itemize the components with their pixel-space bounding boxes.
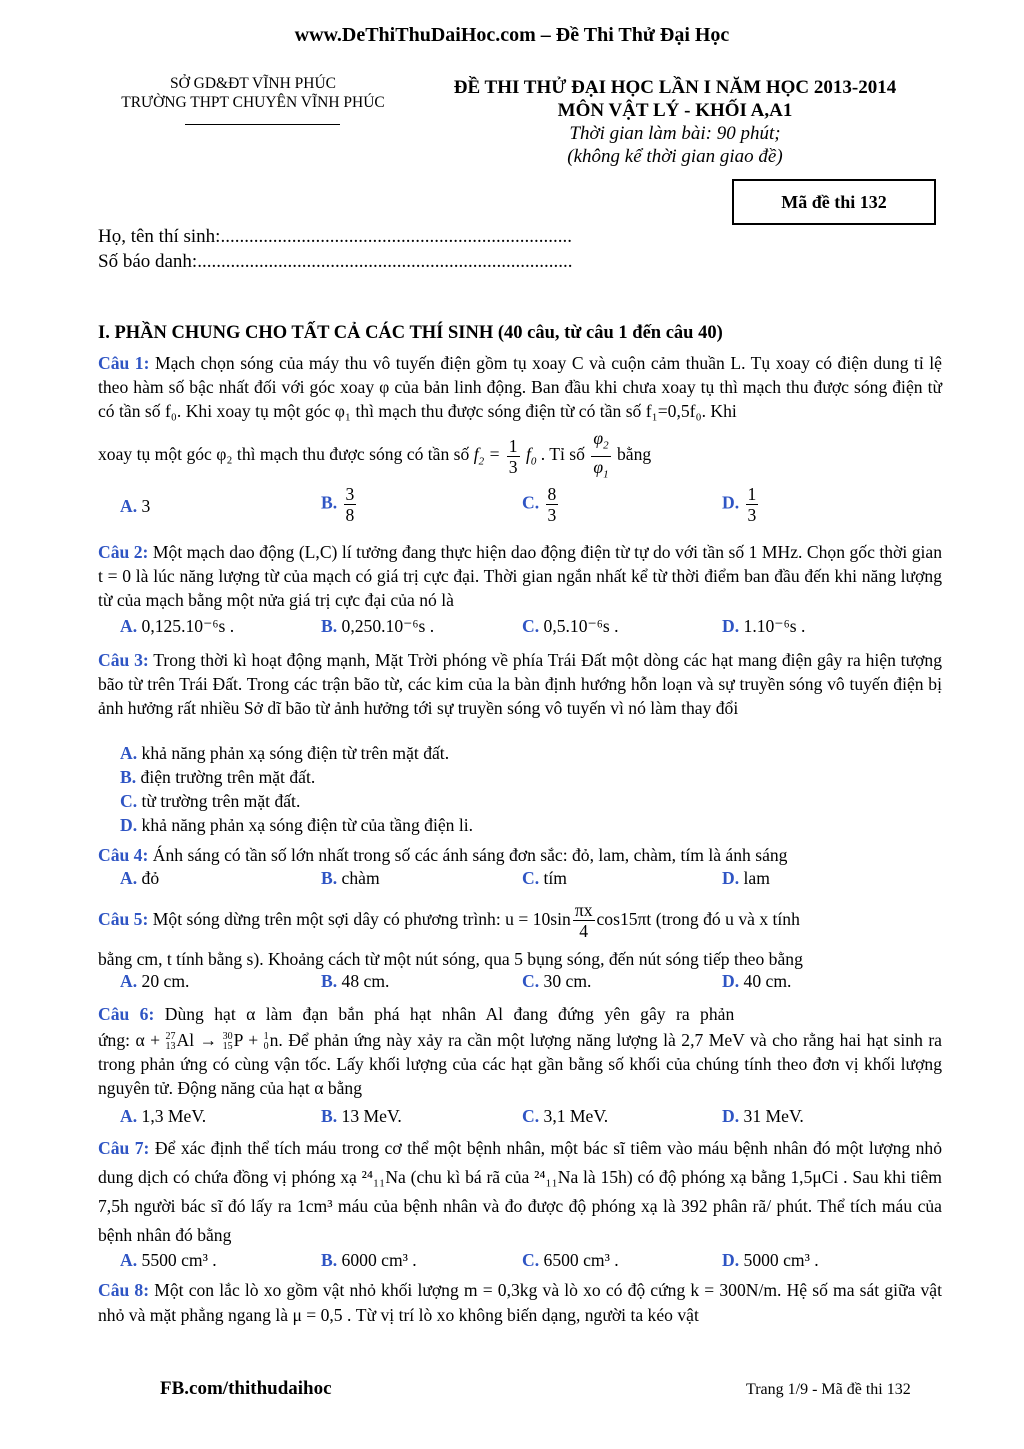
question-8: Câu 8: Một con lắc lò xo gồm vật nhỏ khối lượng m = 0,3kg và lò xo có độ cứng k = 300N/m. Hệ số ma sát giữa vật nhỏ và mặt phẳng ngang là μ = 0,5 . Từ vị trí lò xo không biến dạng, người ta kéo vật <box>98 1280 942 1325</box>
q5-option-d[interactable]: D. 40 cm. <box>722 971 792 991</box>
q7-option-a[interactable]: A. 5500 cm³ . <box>120 1250 217 1270</box>
q2-option-a[interactable]: A. 0,125.10⁻⁶s . <box>120 616 235 636</box>
q4-option-c[interactable]: C. tím <box>522 868 567 888</box>
question-tail: bằng <box>617 444 652 465</box>
q4-option-d[interactable]: D. lam <box>722 868 770 888</box>
reaction-equation: ứng: α + 27 13 Al → 30 15 P + 1 0 n <box>98 1030 279 1052</box>
ratio-label: . Tỉ số <box>540 444 585 465</box>
question-text: xoay tụ một góc φ₂ thì mạch thu được sóng có tần số <box>98 444 470 465</box>
question-3: Câu 3: Trong thời kì hoạt động mạnh, Mặt Trời phóng về phía Trái Đất một dòng các hạt mang điện gây ra hiện tượng bão từ trên Trái Đất. Trong các trận bão từ, các kim của la bàn định hướng hỗn loạn và sự truyền sóng vô tuyến điện bị ảnh hưởng rất nhiều Sở dĩ bão từ ảnh hưởng tới sự truyền sóng vô tuyến vì nó làm thay đổi <box>98 650 943 718</box>
question-7: Câu 7: Để xác định thể tích máu trong cơ thể một bệnh nhân, một bác sĩ tiêm vào máu bệnh nhân đó một lượng nhỏ dung dịch có chứa đồng vị phóng xạ ²⁴₁₁Na (chu kì bá rã của ²⁴₁₁Na là 15h) có độ phóng xạ bằng 1,5μCi . Sau khi tiêm 7,5h người bác sĩ đó lấy ra 1cm³ máu của bệnh nhân và đo được độ phóng xạ là 392 phân rã/ phút. Thể tích máu của bệnh nhân đó bằng <box>98 1138 943 1245</box>
footer-facebook: FB.com/thithudaihoc <box>160 1378 332 1399</box>
q1-option-d[interactable]: D. $\frac{1}{3}$ <box>722 484 757 525</box>
question-1 <box>98 351 942 423</box>
q3-option-a[interactable]: A. khả năng phản xạ sóng điện từ trên mặt đất. <box>120 743 450 763</box>
exam-subject: MÔN VẬT LÝ - KHỐI A,A1 <box>557 100 793 121</box>
question-text: Mạch chọn sóng của máy thu vô tuyến điện gồm tụ xoay C và cuộn cảm thuần L. Tụ xoay có điện dung tỉ lệ theo hàm số bậc nhất đối với góc xoay φ của bản linh động. Ban đầu khi chưa xoay tụ thì mạch thu được sóng điện từ có tần số f₀. Khi xoay tụ một góc φ₁ thì mạch thu được sóng điện từ có tần số f₁=0,5f₀. Khi <box>98 353 942 421</box>
exam-time: Thời gian làm bài: 90 phút; <box>569 123 781 144</box>
exam-code-box: Mã đề thi 132 <box>732 179 936 225</box>
candidate-name-field: Họ, tên thí sinh:.......................................................................... <box>98 226 572 247</box>
q1-option-b[interactable]: B. $\frac{3}{8}$ <box>321 484 355 525</box>
q7-option-b[interactable]: B. 6000 cm³ . <box>321 1250 417 1270</box>
q5-option-b[interactable]: B. 48 cm. <box>321 971 390 991</box>
wave-equation: u = 10sin $\frac{\pi x}{4}$ cos15πt <box>505 900 652 942</box>
q7-option-c[interactable]: C. 6500 cm³ . <box>522 1250 619 1270</box>
q2-option-c[interactable]: C. 0,5.10⁻⁶s . <box>522 616 619 636</box>
q2-option-d[interactable]: D. 1.10⁻⁶s . <box>722 616 806 636</box>
formula-f0: $f_0$ <box>526 444 537 468</box>
q1-option-c[interactable]: C. $\frac{8}{3}$ <box>522 484 557 525</box>
q7-option-d[interactable]: D. 5000 cm³ . <box>722 1250 819 1270</box>
school-block <box>98 74 408 112</box>
q6-option-c[interactable]: C. 3,1 MeV. <box>522 1106 609 1126</box>
exam-title: ĐỀ THI THỬ ĐẠI HỌC LẦN I NĂM HỌC 2013-2014 <box>453 77 897 98</box>
question-6: Câu 6: Dùng hạt α làm đạn bắn phá hạt nhân Al đang đứng yên gây ra phản <box>98 1004 735 1024</box>
question-1-line2 <box>98 428 942 484</box>
q3-option-c[interactable]: C. từ trường trên mặt đất. <box>120 791 301 811</box>
question-5: Câu 5: Một sóng dừng trên một sợi dây có phương trình: u = 10sin $\frac{\pi x}{4}$ cos15πt (trong đó u và x tính <box>98 900 800 942</box>
q1-option-a[interactable]: A. 3 <box>120 496 151 516</box>
question-4: Câu 4: Ánh sáng có tần số lớn nhất trong số các ánh sáng đơn sắc: đỏ, lam, chàm, tím là ánh sáng <box>98 845 788 865</box>
school-line1: SỞ GD&ĐT VĨNH PHÚC <box>169 75 337 92</box>
question-label: Câu 1: <box>98 353 150 373</box>
question-6-body: ứng: α + 27 13 Al → 30 15 P + 1 0 n. Để phản ứng này xảy ra cần một lượng năng lượng là 2,7 MeV và cho rằng hai hạt sinh ra trong phản ứng có cùng vận tốc. Lấy khối lượng của các hạt gần bằng số khối của chúng tính theo đơn vị khối lượng nguyên tử. Động năng của hạt α bằng <box>98 1030 942 1098</box>
q6-option-a[interactable]: A. 1,3 MeV. <box>120 1106 207 1126</box>
exam-block <box>420 76 930 168</box>
formula-f2: $f_2$ = <box>473 444 501 468</box>
site-header: www.DeThiThuDaiHoc.com – Đề Thi Thử Đại Học <box>294 24 730 46</box>
q6-option-d[interactable]: D. 31 MeV. <box>722 1106 804 1126</box>
q5-option-c[interactable]: C. 30 cm. <box>522 971 592 991</box>
q4-option-b[interactable]: B. chàm <box>321 868 380 888</box>
divider <box>185 124 340 125</box>
q6-option-b[interactable]: B. 13 MeV. <box>321 1106 402 1126</box>
candidate-id-field: Số báo danh:............................................................................... <box>98 251 573 272</box>
question-5-line2: bằng cm, t tính bằng s). Khoảng cách từ một nút sóng, qua 5 bụng sóng, đến nút sóng tiếp theo bằng <box>98 949 803 969</box>
q3-option-b[interactable]: B. điện trường trên mặt đất. <box>120 767 316 787</box>
q2-option-b[interactable]: B. 0,250.10⁻⁶s . <box>321 616 435 636</box>
school-line2: TRƯỜNG THPT CHUYÊN VĨNH PHÚC <box>121 94 385 111</box>
q3-option-d[interactable]: D. khả năng phản xạ sóng điện từ của tầng điện li. <box>120 815 474 835</box>
fraction: $\frac{1}{3}$ <box>508 435 518 477</box>
footer-page-info: Trang 1/9 - Mã đề thi 132 <box>746 1381 911 1398</box>
q4-option-a[interactable]: A. đỏ <box>120 868 160 888</box>
question-2: Câu 2: Một mạch dao động (L,C) lí tưởng đang thực hiện dao động điện từ tự do với tần số 1 MHz. Chọn gốc thời gian t = 0 là lúc năng lượng từ của mạch có giá trị cực đại. Thời gian ngắn nhất kể từ thời điểm ban đầu đến khi năng lượng từ của mạch bằng một nửa giá trị cực đại của nó là <box>98 542 943 610</box>
exam-note: (không kể thời gian giao đề) <box>567 146 783 167</box>
section-title: I. PHẦN CHUNG CHO TẤT CẢ CÁC THÍ SINH (40 câu, từ câu 1 đến câu 40) <box>98 323 723 343</box>
ratio-fraction: $\frac{\varphi_2}{\varphi_1}$ <box>593 428 609 481</box>
q5-option-a[interactable]: A. 20 cm. <box>120 971 190 991</box>
